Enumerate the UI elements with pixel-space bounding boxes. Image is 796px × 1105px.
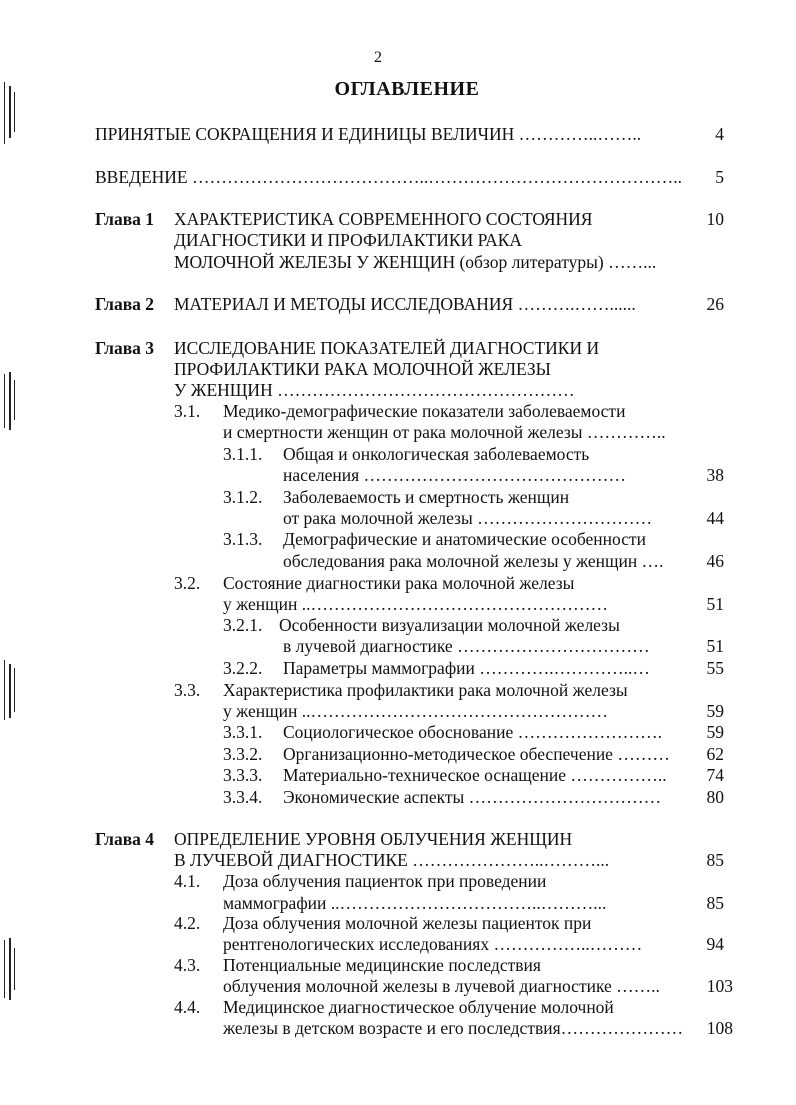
section-4-3-page: 103 bbox=[706, 976, 733, 996]
chapter-1-title-line1: ХАРАКТЕРИСТИКА СОВРЕМЕННОГО СОСТОЯНИЯ bbox=[174, 209, 593, 229]
section-3-2-1-number: 3.2.1. bbox=[223, 615, 263, 635]
section-3-3-2-line1: Организационно-методическое обеспечение ……… bbox=[283, 744, 670, 764]
section-3-2-1-page: 51 bbox=[706, 636, 724, 656]
section-4-1-line2: маммографии ..……………………………..………... bbox=[223, 893, 607, 913]
chapter-3-title-line1: ИССЛЕДОВАНИЕ ПОКАЗАТЕЛЕЙ ДИАГНОСТИКИ И bbox=[174, 338, 600, 358]
section-4-2-page: 94 bbox=[706, 934, 724, 954]
section-3-3-1-line1: Социологическое обоснование ……………………. bbox=[283, 722, 662, 742]
section-3-2-line2: у женщин ..…………………………………………… bbox=[223, 594, 608, 614]
chapter-1-label: Глава 1 bbox=[95, 209, 155, 229]
section-3-1-2-line1: Заболеваемость и смертность женщин bbox=[283, 487, 570, 507]
section-4-4-page: 108 bbox=[706, 1018, 733, 1038]
section-4-2-number: 4.2. bbox=[174, 913, 201, 933]
chapter-2-page: 26 bbox=[706, 294, 724, 314]
section-3-1-1-line1: Общая и онкологическая заболеваемость bbox=[283, 444, 590, 464]
section-3-3-2-page: 62 bbox=[706, 744, 724, 764]
section-4-2-line2: рентгенологических исследованиях ……………..……… bbox=[223, 934, 643, 954]
toc-abbreviations: ПРИНЯТЫЕ СОКРАЩЕНИЯ И ЕДИНИЦЫ ВЕЛИЧИН …………..…….. bbox=[95, 124, 642, 144]
chapter-4-title-line2: В ЛУЧЕВОЙ ДИАГНОСТИКЕ …………………..………... bbox=[174, 850, 610, 870]
section-3-3-3-line1: Материально-техническое оснащение …………….. bbox=[283, 765, 667, 785]
chapter-3-title-line2: ПРОФИЛАКТИКИ РАКА МОЛОЧНОЙ ЖЕЛЕЗЫ bbox=[174, 359, 551, 379]
chapter-4-page: 85 bbox=[706, 850, 724, 870]
section-3-1-number: 3.1. bbox=[174, 401, 201, 421]
section-3-1-1-line2: населения ……………………………………… bbox=[283, 465, 627, 485]
section-3-3-3-number: 3.3.3. bbox=[223, 765, 263, 785]
section-3-2-1-line1: Особенности визуализации молочной железы bbox=[279, 615, 620, 635]
section-3-2-line1: Состояние диагностики рака молочной железы bbox=[223, 573, 575, 593]
chapter-2-title: МАТЕРИАЛ И МЕТОДЫ ИССЛЕДОВАНИЯ ……….……...... bbox=[174, 294, 636, 314]
section-3-1-3-line2: обследования рака молочной железы у женщин …. bbox=[283, 551, 664, 571]
section-4-3-number: 4.3. bbox=[174, 955, 201, 975]
section-3-1-3-page: 46 bbox=[706, 551, 724, 571]
section-3-3-page: 59 bbox=[706, 701, 724, 721]
section-3-3-4-page: 80 bbox=[706, 787, 724, 807]
chapter-3-label: Глава 3 bbox=[95, 338, 155, 358]
section-3-2-2-number: 3.2.2. bbox=[223, 658, 263, 678]
section-3-3-1-number: 3.3.1. bbox=[223, 722, 263, 742]
section-4-4-number: 4.4. bbox=[174, 997, 201, 1017]
section-3-3-2-number: 3.3.2. bbox=[223, 744, 263, 764]
section-4-4-line1: Медицинское диагностическое облучение молочной bbox=[223, 997, 614, 1017]
page-number: 2 bbox=[374, 49, 382, 66]
page-title: ОГЛАВЛЕНИЕ bbox=[334, 78, 480, 100]
section-3-1-3-line1: Демографические и анатомические особенности bbox=[283, 529, 647, 549]
section-3-2-number: 3.2. bbox=[174, 573, 201, 593]
chapter-1-title-line3: МОЛОЧНОЙ ЖЕЛЕЗЫ У ЖЕНЩИН (обзор литературы) ……... bbox=[174, 252, 657, 272]
toc-abbreviations-page: 4 bbox=[715, 124, 724, 144]
section-3-1-line1: Медико-демографические показатели заболеваемости bbox=[223, 401, 626, 421]
scan-artifact-4 bbox=[4, 938, 16, 1000]
section-4-4-line2: железы в детском возрасте и его последствия………………… bbox=[223, 1018, 684, 1038]
chapter-2-label: Глава 2 bbox=[95, 294, 155, 314]
chapter-1-page: 10 bbox=[706, 209, 724, 229]
section-3-3-4-line1: Экономические аспекты …………………………… bbox=[283, 787, 662, 807]
section-3-1-2-line2: от рака молочной железы ………………………… bbox=[283, 508, 653, 528]
chapter-4-title-line1: ОПРЕДЕЛЕНИЕ УРОВНЯ ОБЛУЧЕНИЯ ЖЕНЩИН bbox=[174, 829, 573, 849]
chapter-3-title-line3: У ЖЕНЩИН …………………………………………… bbox=[174, 380, 575, 400]
scan-artifact-3 bbox=[4, 660, 16, 720]
section-3-2-2-line1: Параметры маммографии ………….…………..… bbox=[283, 658, 650, 678]
section-3-1-2-number: 3.1.2. bbox=[223, 487, 263, 507]
section-3-2-2-page: 55 bbox=[706, 658, 724, 678]
section-4-3-line1: Потенциальные медицинские последствия bbox=[223, 955, 541, 975]
section-3-1-2-page: 44 bbox=[706, 508, 724, 528]
section-3-2-1-line2: в лучевой диагностике …………………………… bbox=[283, 636, 650, 656]
section-3-1-line2: и смертности женщин от рака молочной железы ………….. bbox=[223, 422, 666, 442]
toc-introduction: ВВЕДЕНИЕ …………………………………..…………………………………….. bbox=[95, 167, 683, 187]
section-3-1-1-number: 3.1.1. bbox=[223, 444, 263, 464]
section-4-3-line2: облучения молочной железы в лучевой диагностике …….. bbox=[223, 976, 660, 996]
section-4-1-number: 4.1. bbox=[174, 871, 201, 891]
section-4-2-line1: Доза облучения молочной железы пациенток при bbox=[223, 913, 592, 933]
chapter-1-title-line2: ДИАГНОСТИКИ И ПРОФИЛАКТИКИ РАКА bbox=[174, 230, 523, 250]
section-4-1-line1: Доза облучения пациенток при проведении bbox=[223, 871, 547, 891]
section-3-3-4-number: 3.3.4. bbox=[223, 787, 263, 807]
scan-artifact-1 bbox=[4, 82, 16, 144]
scan-artifact-2 bbox=[4, 372, 16, 430]
section-3-3-line1: Характеристика профилактики рака молочной железы bbox=[223, 680, 628, 700]
section-3-1-3-number: 3.1.3. bbox=[223, 529, 263, 549]
section-3-1-1-page: 38 bbox=[706, 465, 724, 485]
section-3-3-3-page: 74 bbox=[706, 765, 724, 785]
toc-introduction-page: 5 bbox=[715, 167, 724, 187]
section-3-3-1-page: 59 bbox=[706, 722, 724, 742]
section-4-1-page: 85 bbox=[706, 893, 724, 913]
section-3-2-page: 51 bbox=[706, 594, 724, 614]
section-3-3-number: 3.3. bbox=[174, 680, 201, 700]
chapter-4-label: Глава 4 bbox=[95, 829, 155, 849]
section-3-3-line2: у женщин ..…………………………………………… bbox=[223, 701, 608, 721]
